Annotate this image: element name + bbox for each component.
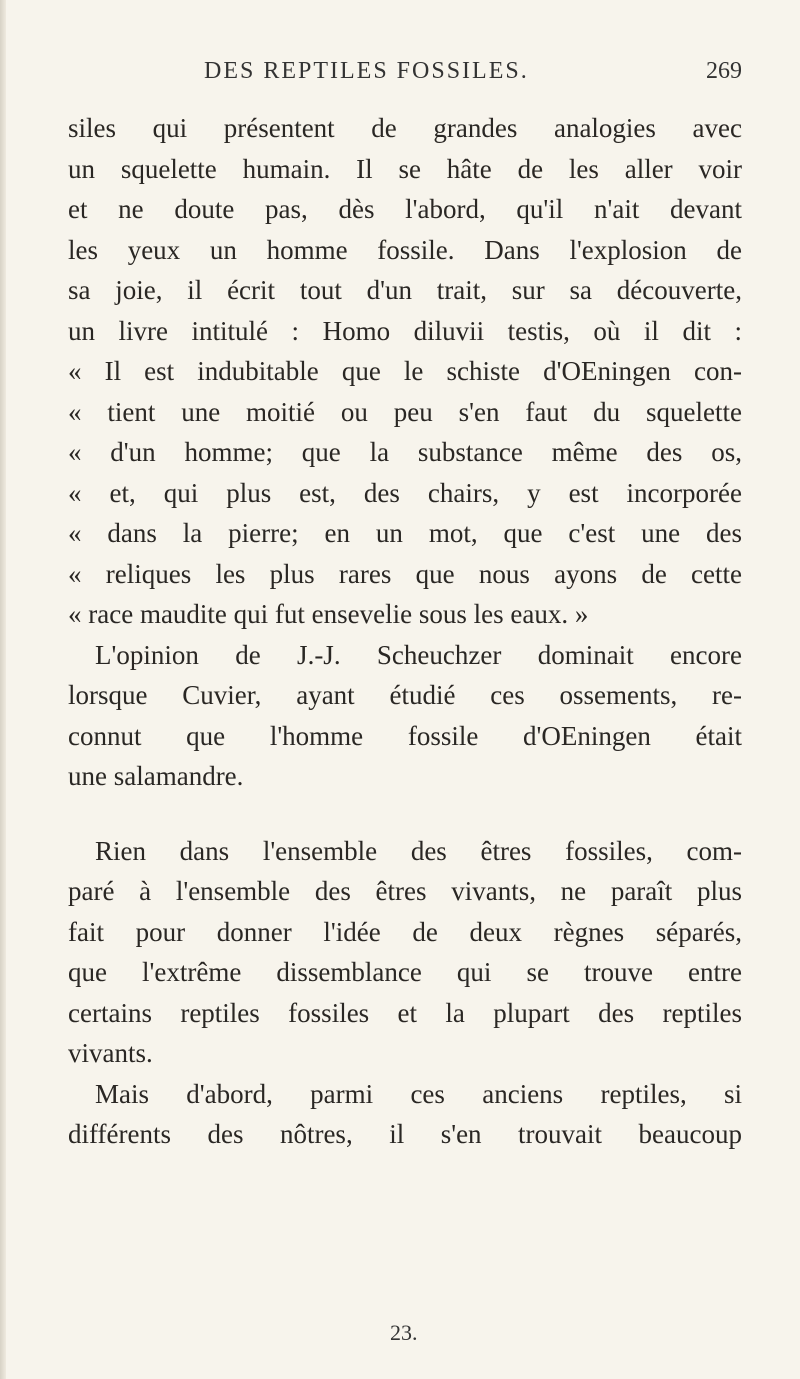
running-title: DES REPTILES FOSSILES. [204,58,529,84]
text-line: « et, qui plus est, des chairs, y est incorporée [68,477,742,508]
paragraph-3 [68,831,742,1074]
text-line: que l'extrême dissemblance qui se trouve entre [68,957,742,987]
text-line: un livre intitulé : Homo diluvii testis, où il dit : [68,315,742,346]
text-line: paré à l'ensemble des êtres vivants, ne paraît plus [68,876,742,906]
text-line: « Il est indubitable que le schiste d'OEningen con- [68,356,742,386]
text-line: siles qui présentent de grandes analogies avec [68,113,742,143]
text-line: connut que l'homme fossile d'OEningen était [68,720,742,751]
text-line: une salamandre. [68,761,244,791]
running-head [68,58,742,90]
body-text [68,108,742,1155]
text-line: les yeux un homme fossile. Dans l'explosion de [68,234,742,265]
signature-mark: 23. [390,1320,418,1345]
paragraph-2 [68,635,742,797]
text-line: « race maudite qui fut ensevelie sous les eaux. » [68,599,589,629]
text-line: « d'un homme; que la substance même des os, [68,437,742,467]
text-line: Rien dans l'ensemble des êtres fossiles, com- [95,835,742,866]
text-line: et ne doute pas, dès l'abord, qu'il n'ait devant [68,194,742,224]
text-line: L'opinion de J.-J. Scheuchzer dominait encore [95,639,742,670]
text-line: certains reptiles fossiles et la plupart des reptiles [68,997,742,1028]
text-line: vivants. [68,1038,153,1068]
page-number: 269 [706,58,742,84]
paragraph-1 [68,108,742,635]
page-edge [0,0,6,1379]
text-line: « dans la pierre; en un mot, que c'est une des [68,518,742,548]
text-line: fait pour donner l'idée de deux règnes séparés, [68,916,742,947]
paragraph-gap [68,797,742,831]
text-line: Mais d'abord, parmi ces anciens reptiles, si [95,1078,742,1109]
text-line: « reliques les plus rares que nous ayons de cette [68,558,742,589]
paragraph-4 [68,1074,742,1155]
text-line: lorsque Cuvier, ayant étudié ces ossements, re- [68,680,742,710]
text-line: un squelette humain. Il se hâte de les aller voir [68,153,742,184]
text-line: sa joie, il écrit tout d'un trait, sur sa découverte, [68,275,742,305]
text-line: différents des nôtres, il s'en trouvait beaucoup [68,1119,742,1149]
text-line: « tient une moitié ou peu s'en faut du squelette [68,396,742,427]
